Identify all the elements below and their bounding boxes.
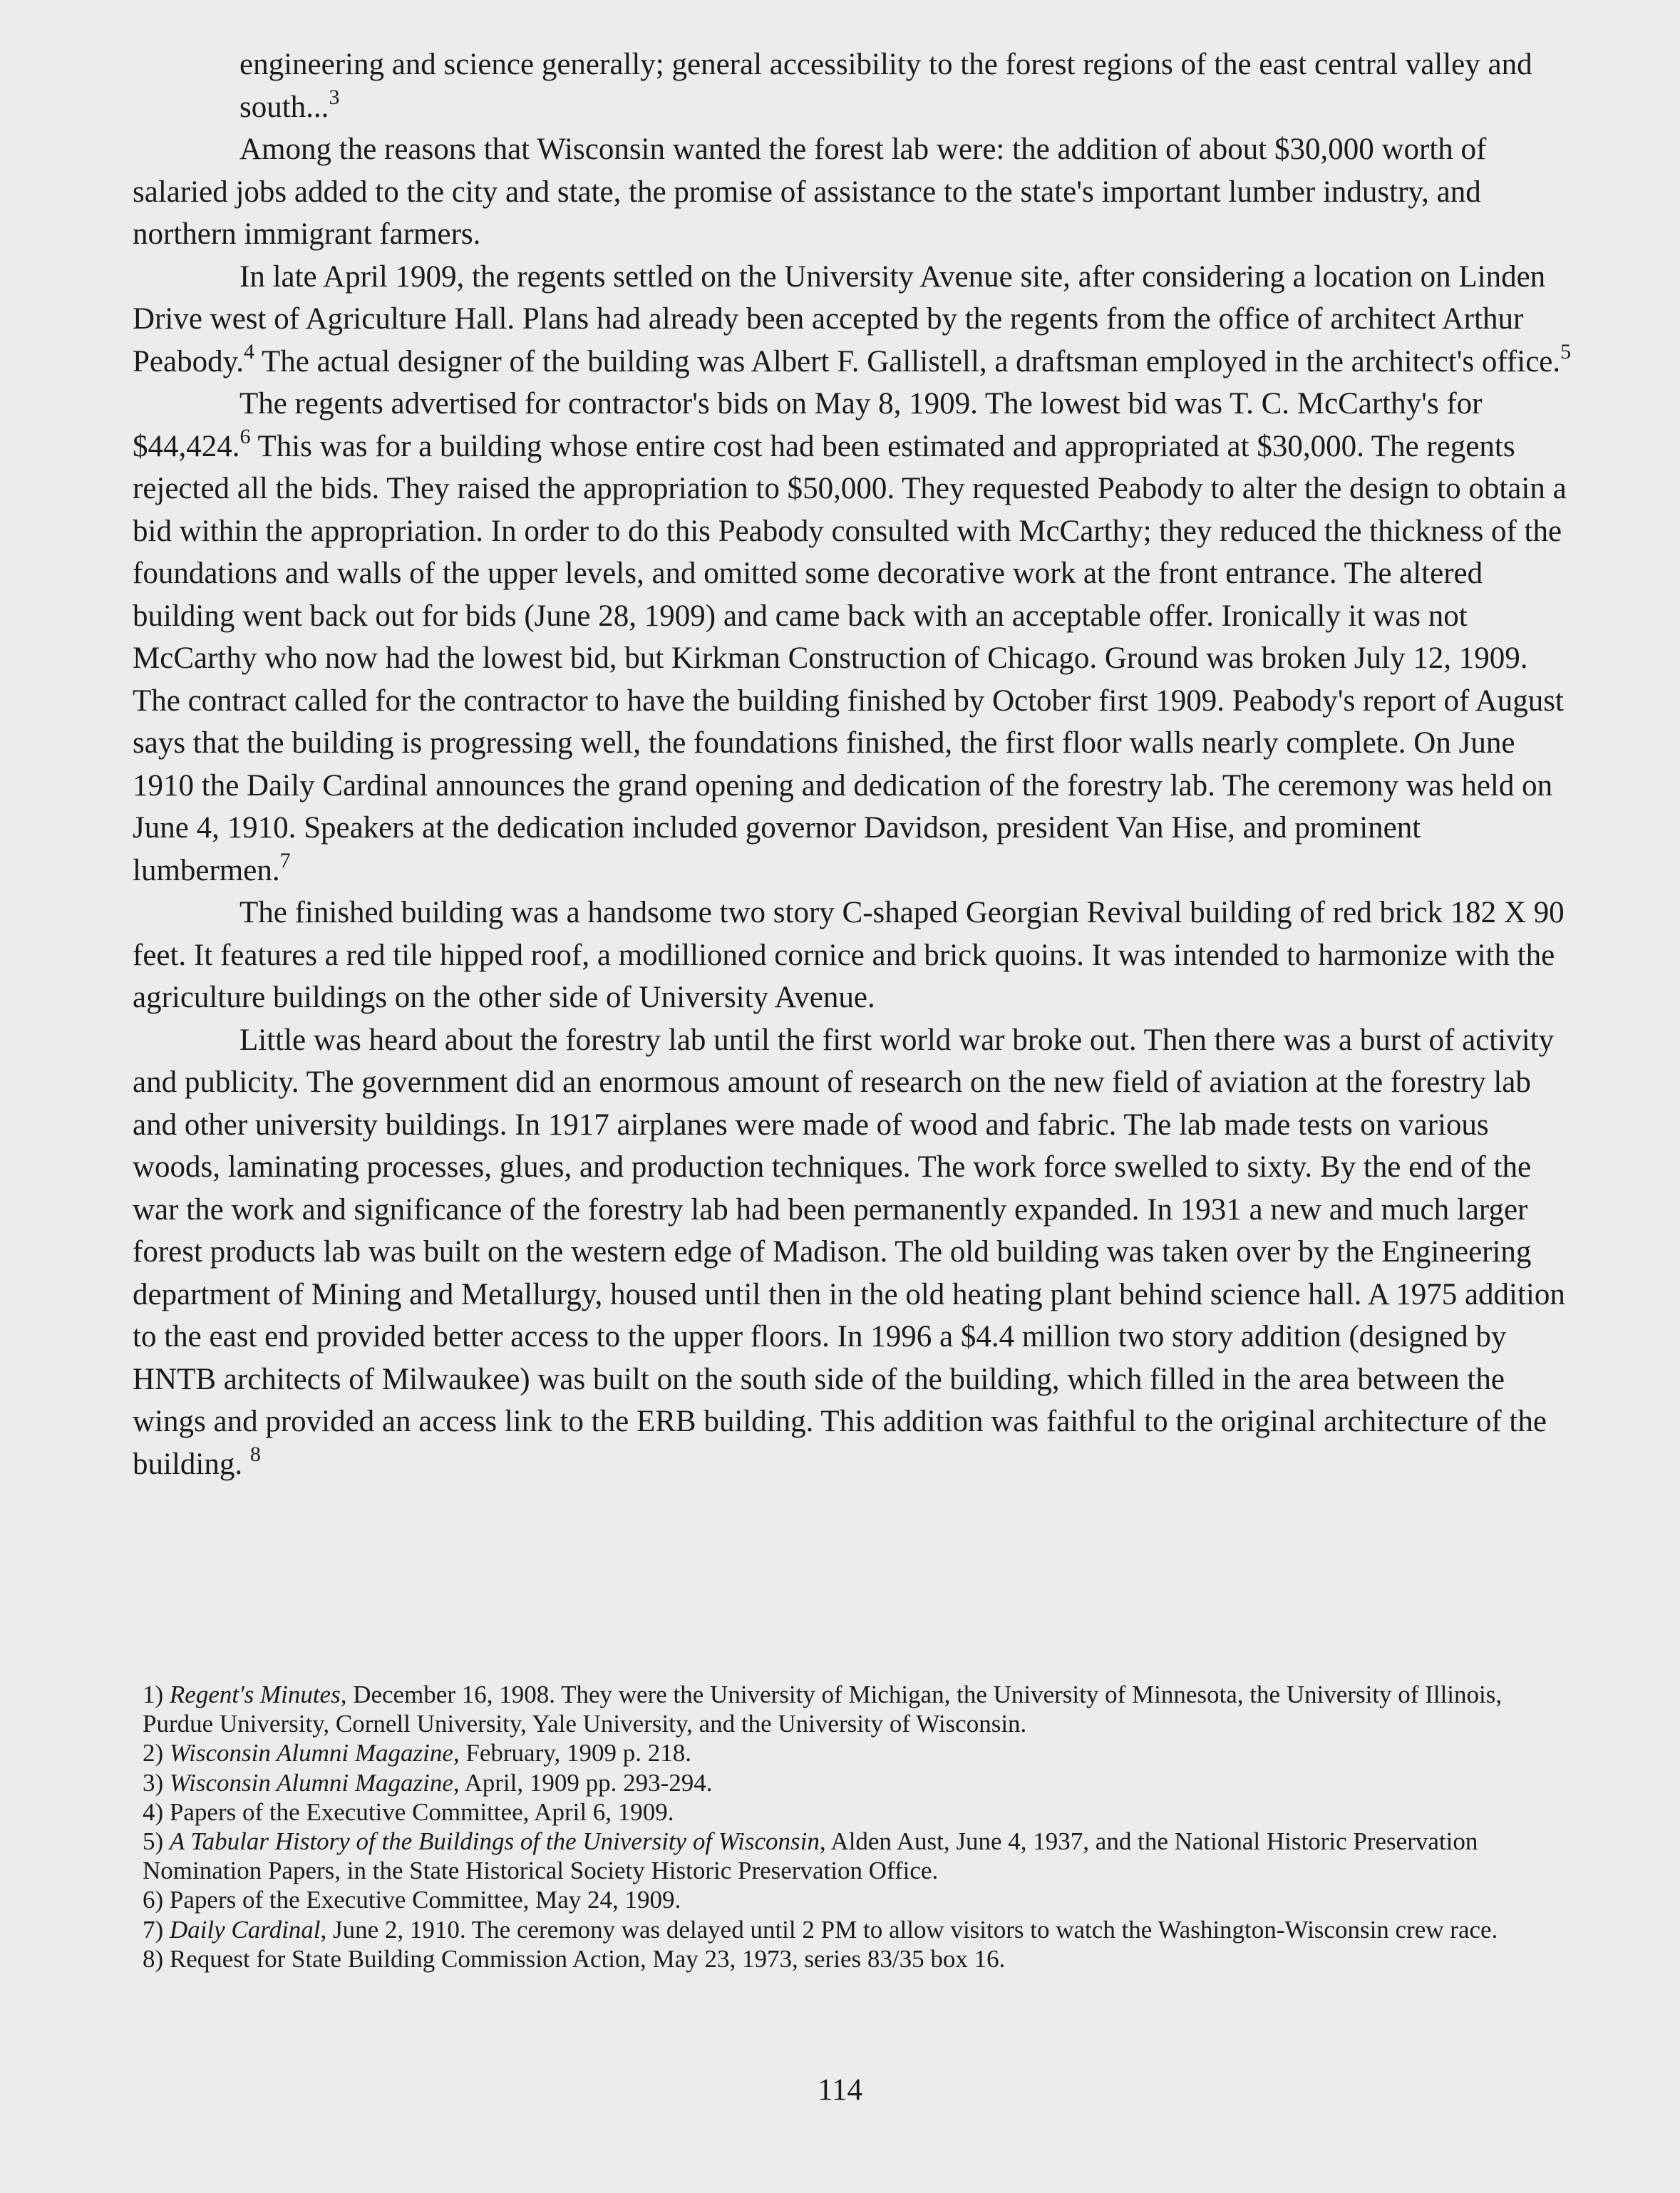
footnote-title: A Tabular History of the Buildings of the University of Wisconsin bbox=[169, 1827, 820, 1856]
footnote-number: 3) bbox=[143, 1768, 170, 1797]
paragraph-text: The regents advertised for contractor's bids on May 8, 1909. The lowest bid was T. C. McCarthy's for $44,424. bbox=[133, 387, 1483, 463]
paragraph-site bbox=[133, 256, 1572, 383]
footnote bbox=[143, 1885, 1568, 1914]
footnote-marker: 6 bbox=[239, 424, 251, 448]
body-text bbox=[133, 43, 1572, 1485]
footnotes bbox=[143, 1680, 1568, 1973]
footnote-number: 7) bbox=[143, 1915, 170, 1944]
paragraph-text: engineering and science generally; general accessibility to the forest regions of the east central valley and south... bbox=[239, 48, 1532, 124]
footnote-marker: 7 bbox=[279, 848, 291, 872]
footnote-marker: 4 bbox=[244, 339, 255, 363]
footnote-text: , Alden Aust, June 4, 1937, and the National Historic Preservation Nomination Papers, in the State Historical Society Historic Preservation Office. bbox=[143, 1827, 1478, 1885]
footnote bbox=[143, 1768, 1568, 1797]
footnote-text: Papers of the Executive Committee, May 24, 1909. bbox=[169, 1886, 681, 1914]
footnote-marker: 8 bbox=[249, 1442, 261, 1466]
footnote-title: Wisconsin Alumni Magazine bbox=[169, 1768, 453, 1797]
footnote bbox=[143, 1680, 1568, 1738]
footnote bbox=[143, 1797, 1568, 1827]
footnote-text: , February, 1909 p. 218. bbox=[453, 1739, 691, 1768]
footnote bbox=[143, 1944, 1568, 1973]
footnote-number: 8) bbox=[143, 1944, 170, 1973]
footnote-number: 1) bbox=[143, 1681, 170, 1708]
footnote bbox=[143, 1738, 1568, 1768]
footnote-number: 6) bbox=[143, 1886, 170, 1914]
paragraph-text: In late April 1909, the regents settled on the University Avenue site, after considering a location on Linden Drive west of Agriculture Hall. Plans had already been accepted by the regents from the office of architect Arthur Peabody. bbox=[133, 259, 1546, 378]
paragraph-building bbox=[133, 892, 1572, 1019]
paragraph-quote-tail bbox=[133, 43, 1572, 128]
page-number: 114 bbox=[818, 2073, 862, 2107]
footnote-title: Daily Cardinal bbox=[169, 1915, 321, 1944]
footnote-text: , April, 1909 pp. 293-294. bbox=[453, 1768, 713, 1797]
footnote-text: , June 2, 1910. The ceremony was delayed until 2 PM to allow visitors to watch the Washington-Wisconsin crew race. bbox=[320, 1915, 1498, 1944]
paragraph-reasons bbox=[133, 128, 1572, 256]
paragraph-text: The finished building was a handsome two story C-shaped Georgian Revival building of red brick 182 X 90 feet. It features a red tile hipped roof, a modillioned cornice and brick quoins. It was intended to harmonize with the agriculture buildings on the other side of University Avenue. bbox=[133, 896, 1565, 1014]
paragraph-history bbox=[133, 1019, 1572, 1486]
footnote bbox=[143, 1827, 1568, 1885]
paragraph-bids bbox=[133, 383, 1572, 892]
paragraph-text: Among the reasons that Wisconsin wanted the forest lab were: the addition of about $30,000 worth of salaried jobs added to the city and state, the promise of assistance to the state's important lumber industry, and northern immigrant farmers. bbox=[133, 133, 1487, 251]
footnote-marker: 5 bbox=[1560, 339, 1572, 363]
footnote-text: December 16, 1908. They were the University of Michigan, the University of Minnesota, the University of Illinois, Purdue University, Cornell University, Yale University, and the University of Wisconsin. bbox=[143, 1681, 1503, 1738]
footnote bbox=[143, 1915, 1568, 1944]
footnote-title: Wisconsin Alumni Magazine bbox=[169, 1739, 453, 1768]
footnote-text: Papers of the Executive Committee, April 6, 1909. bbox=[169, 1797, 674, 1826]
footnote-number: 4) bbox=[143, 1797, 170, 1826]
footnote-marker: 3 bbox=[329, 85, 340, 109]
footnote-title: Regent's Minutes, bbox=[169, 1681, 347, 1708]
paragraph-text: Little was heard about the forestry lab until the first world war broke out. Then there was a burst of activity and publicity. The government did an enormous amount of research on the new field of aviation at the forestry lab and other university buildings. In 1917 airplanes were made of wood and fabric. The lab made tests on various woods, laminating processes, glues, and production techniques. The work force swelled to sixty. By the end of the war the work and significance of the forestry lab had been permanently expanded. In 1931 a new and much larger forest products lab was built on the western edge of Madison. The old building was taken over by the Engineering department of Mining and Metallurgy, housed until then in the old heating plant behind science hall. A 1975 addition to the east end provided better access to the upper floors. In 1996 a $4.4 million two story addition (designed by HNTB architects of Milwaukee) was built on the south side of the building, which filled in the area between the wings and provided an access link to the ERB building. This addition was faithful to the original architecture of the building. bbox=[133, 1023, 1565, 1481]
footnote-number: 5) bbox=[143, 1827, 170, 1856]
paragraph-text: The actual designer of the building was Albert F. Gallistell, a draftsman employed in the architect's office. bbox=[254, 344, 1561, 378]
paragraph-text: This was for a building whose entire cost had been estimated and appropriated at $30,000. The regents rejected all the bids. They raised the appropriation to $50,000. They requested Peabody to alter the design to obtain a bid within the appropriation. In order to do this Peabody consulted with McCarthy; they reduced the thickness of the foundations and walls of the upper levels, and omitted some decorative work at the front entrance. The altered building went back out for bids (June 28, 1909) and came back with an acceptable offer. Ironically it was not McCarthy who now had the lowest bid, but Kirkman Construction of Chicago. Ground was broken July 12, 1909. The contract called for the contractor to have the building finished by October first 1909. Peabody's report of August says that the building is progressing well, the foundations finished, the first floor walls nearly complete. On June 1910 the Daily Cardinal announces the grand opening and dedication of the forestry lab. The ceremony was held on June 4, 1910. Speakers at the dedication included governor Davidson, president Van Hise, and prominent lumbermen. bbox=[133, 429, 1567, 887]
footnote-number: 2) bbox=[143, 1739, 170, 1768]
footnote-text: Request for State Building Commission Action, May 23, 1973, series 83/35 box 16. bbox=[169, 1944, 1006, 1973]
